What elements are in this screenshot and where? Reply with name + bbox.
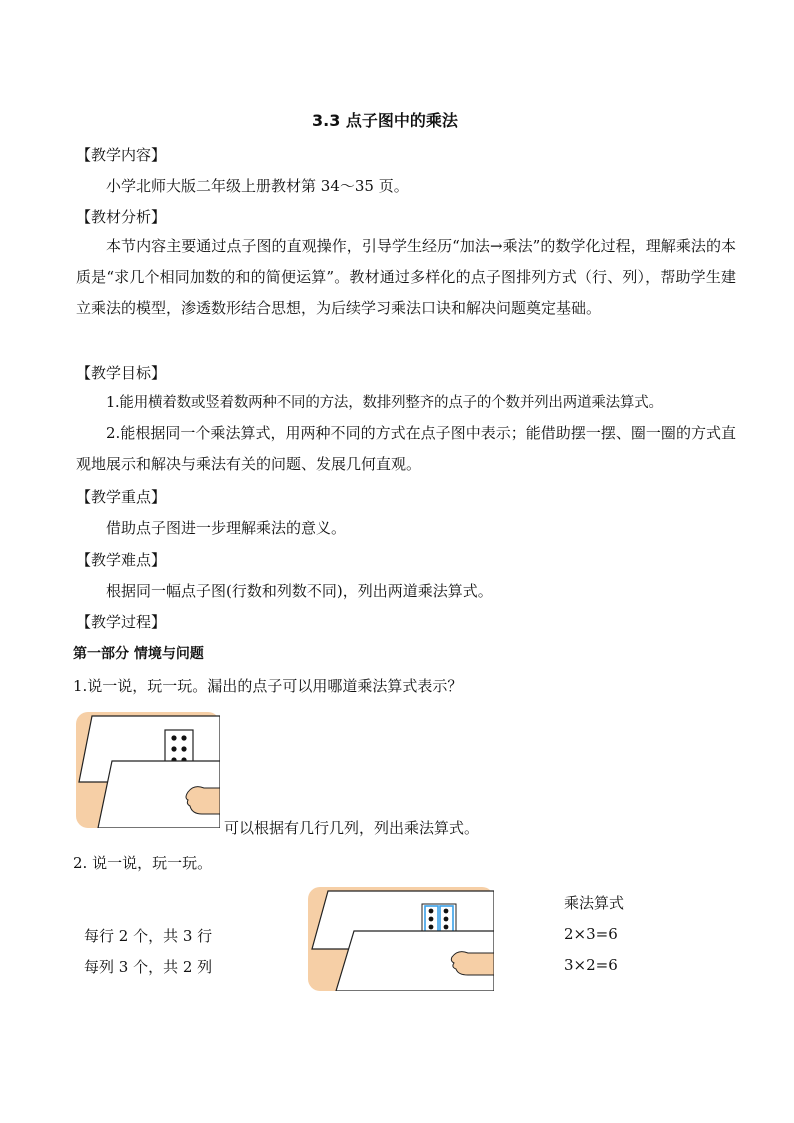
difficult-heading: 【教学难点】 [76, 551, 167, 569]
question-1: 1.说一说，玩一玩。漏出的点子可以用哪道乘法算式表示？ [73, 677, 463, 695]
question-1-caption: 可以根据有几行几列，列出乘法算式。 [224, 819, 480, 837]
formula-2: 3×2=6 [564, 956, 618, 974]
part1-heading: 第一部分 情境与问题 [73, 646, 204, 662]
analysis-heading: 【教材分析】 [76, 208, 167, 226]
page-title: 3.3 点子图中的乘法 [312, 111, 458, 130]
goals-heading: 【教学目标】 [76, 364, 167, 382]
question-2: 2. 说一说，玩一玩。 [73, 854, 213, 872]
col-label: 每列 3 个，共 2 列 [84, 958, 213, 976]
dot-card-illustration-1 [76, 712, 220, 828]
formula-1: 2×3=6 [564, 925, 618, 943]
key-text: 借助点子图进一步理解乘法的意义。 [106, 519, 347, 537]
difficult-text: 根据同一幅点子图(行数和列数不同)，列出两道乘法算式。 [106, 582, 493, 600]
goal-1: 1.能用横着数或竖着数两种不同的方法，数排列整齐的点子的个数并列出两道乘法算式。 [106, 395, 663, 411]
goal-2: 2.能根据同一个乘法算式，用两种不同的方式在点子图中表示；能借助摆一摆、圈一圈的方式直观地展示和解决与乘法有关的问题、发展几何直观。 [76, 424, 736, 473]
content-heading: 【教学内容】 [76, 146, 167, 164]
dot-card-illustration-2 [308, 887, 494, 991]
process-heading: 【教学过程】 [76, 613, 167, 631]
analysis-text: 本节内容主要通过点子图的直观操作，引导学生经历“加法→乘法”的数学化过程，理解乘法的本质是“求几个相同加数的和的简便运算”。教材通过多样化的点子图排列方式（行、列），帮助学生建立乘法的模型，渗透数形结合思想，为后续学习乘法口诀和解决问题奠定基础。 [76, 237, 736, 317]
formula-heading: 乘法算式 [564, 894, 625, 912]
row-label: 每行 2 个，共 3 行 [84, 927, 213, 945]
content-text: 小学北师大版二年级上册教材第 34～35 页。 [106, 177, 409, 195]
key-heading: 【教学重点】 [76, 488, 167, 506]
